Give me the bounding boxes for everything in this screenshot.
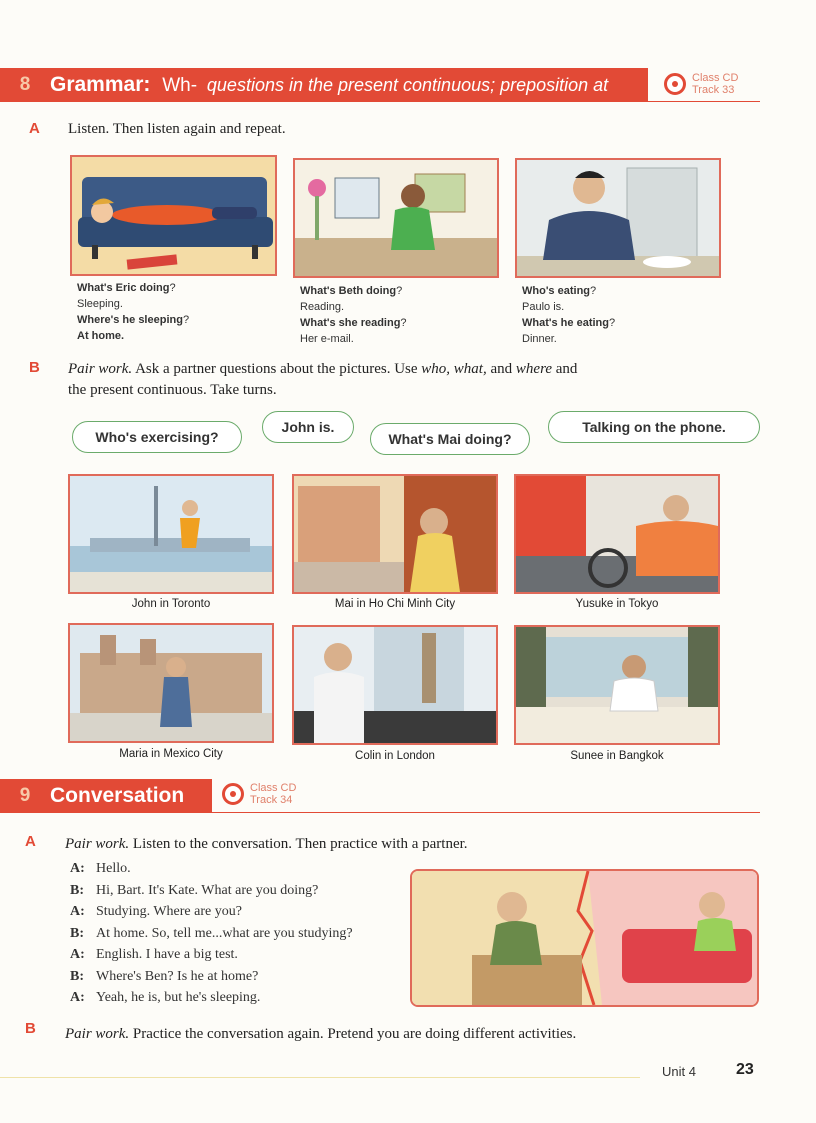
class-cd-badge[interactable]: Class CD Track 33: [664, 72, 738, 96]
beth-reading-illustration: [295, 160, 497, 276]
picture-sunee-bangkok: [514, 625, 720, 745]
bubble-whos-exercising: Who's exercising?: [72, 421, 242, 453]
picture-eric-sleeping: [70, 155, 277, 276]
cd-icon: [222, 783, 244, 805]
header-rule: [648, 101, 760, 102]
caption-mai-hcmc: Mai in Ho Chi Minh City: [334, 598, 456, 610]
conversation-line: A: Hello.: [70, 861, 131, 876]
caption-beth: What's Beth doing? Reading. What's she reading? Her e-mail.: [300, 285, 407, 345]
conversation-line: A: English. I have a big test.: [70, 947, 238, 962]
paulo-eating-illustration: [517, 160, 719, 276]
london-illustration: [294, 627, 496, 743]
mexico-city-illustration: [70, 625, 272, 741]
picture-paulo-eating: [515, 158, 721, 278]
cd-icon: [664, 73, 686, 95]
picture-yusuke-tokyo: [514, 474, 720, 594]
caption-eric: What's Eric doing? Sleeping. Where's he sleeping? At home.: [77, 282, 190, 342]
caption-colin-london: Colin in London: [355, 750, 435, 762]
caption-paulo: Who's eating? Paulo is. What's he eating? Dinner.: [522, 285, 616, 345]
section-9-header: [0, 779, 212, 813]
picture-colin-london: [292, 625, 498, 745]
conversation-line: B: At home. So, tell me...what are you studying?: [70, 925, 353, 941]
part-b-instruction: Pair work. Practice the conversation again. Pretend you are doing different activities.: [65, 1026, 577, 1042]
section-8-header: [0, 68, 648, 102]
part-b-letter: B: [25, 1020, 36, 1037]
part-a-letter: A: [29, 120, 40, 137]
bubble-whats-mai-doing: What's Mai doing?: [370, 423, 530, 455]
section-title: Grammar: Wh- questions in the present continuous; preposition at: [50, 73, 609, 96]
part-a-letter: A: [25, 833, 36, 850]
conversation-line: A: Studying. Where are you?: [70, 904, 242, 919]
conversation-line: B: Hi, Bart. It's Kate. What are you doing?: [70, 882, 319, 898]
hcmc-illustration: [294, 476, 496, 592]
caption-maria-mexico: Maria in Mexico City: [119, 748, 223, 760]
header-rule: [212, 812, 760, 813]
class-cd-badge[interactable]: Class CD Track 34: [222, 782, 296, 806]
conversation-line: B: Where's Ben? Is he at home?: [70, 968, 259, 984]
caption-yusuke-tokyo: Yusuke in Tokyo: [575, 598, 659, 610]
section-number: 9: [19, 785, 31, 806]
picture-maria-mexico: [68, 623, 274, 743]
bubble-talking-phone: Talking on the phone.: [548, 411, 760, 443]
footer-rule: [0, 1077, 640, 1078]
picture-beth-reading: [293, 158, 499, 278]
caption-sunee-bangkok: Sunee in Bangkok: [570, 750, 664, 762]
bangkok-illustration: [516, 627, 718, 743]
part-b-letter: B: [29, 359, 40, 376]
picture-mai-hcmc: [292, 474, 498, 594]
conversation-line: A: Yeah, he is, but he's sleeping.: [70, 990, 261, 1005]
conversation: [70, 858, 353, 1009]
picture-john-toronto: [68, 474, 274, 594]
toronto-illustration: [70, 476, 272, 592]
section-title: Conversation: [50, 784, 185, 807]
eric-sleeping-illustration: [72, 157, 275, 274]
picture-phone-conversation: [410, 869, 759, 1007]
part-b-instruction: Pair work. Ask a partner questions about the pictures. Use who, what, and where and the present continuous. Take turns.: [68, 361, 578, 398]
part-a-instruction: Pair work. Listen to the conversation. Then practice with a partner.: [65, 836, 468, 852]
caption-john-toronto: John in Toronto: [131, 598, 211, 610]
section-number: 8: [19, 74, 31, 95]
page-number: 23: [736, 1061, 754, 1078]
bubble-john-is: John is.: [262, 411, 354, 443]
phone-conversation-illustration: [412, 871, 757, 1005]
part-a-instruction: Listen. Then listen again and repeat.: [68, 121, 286, 137]
tokyo-illustration: [516, 476, 718, 592]
unit-label: Unit 4: [662, 1064, 696, 1079]
